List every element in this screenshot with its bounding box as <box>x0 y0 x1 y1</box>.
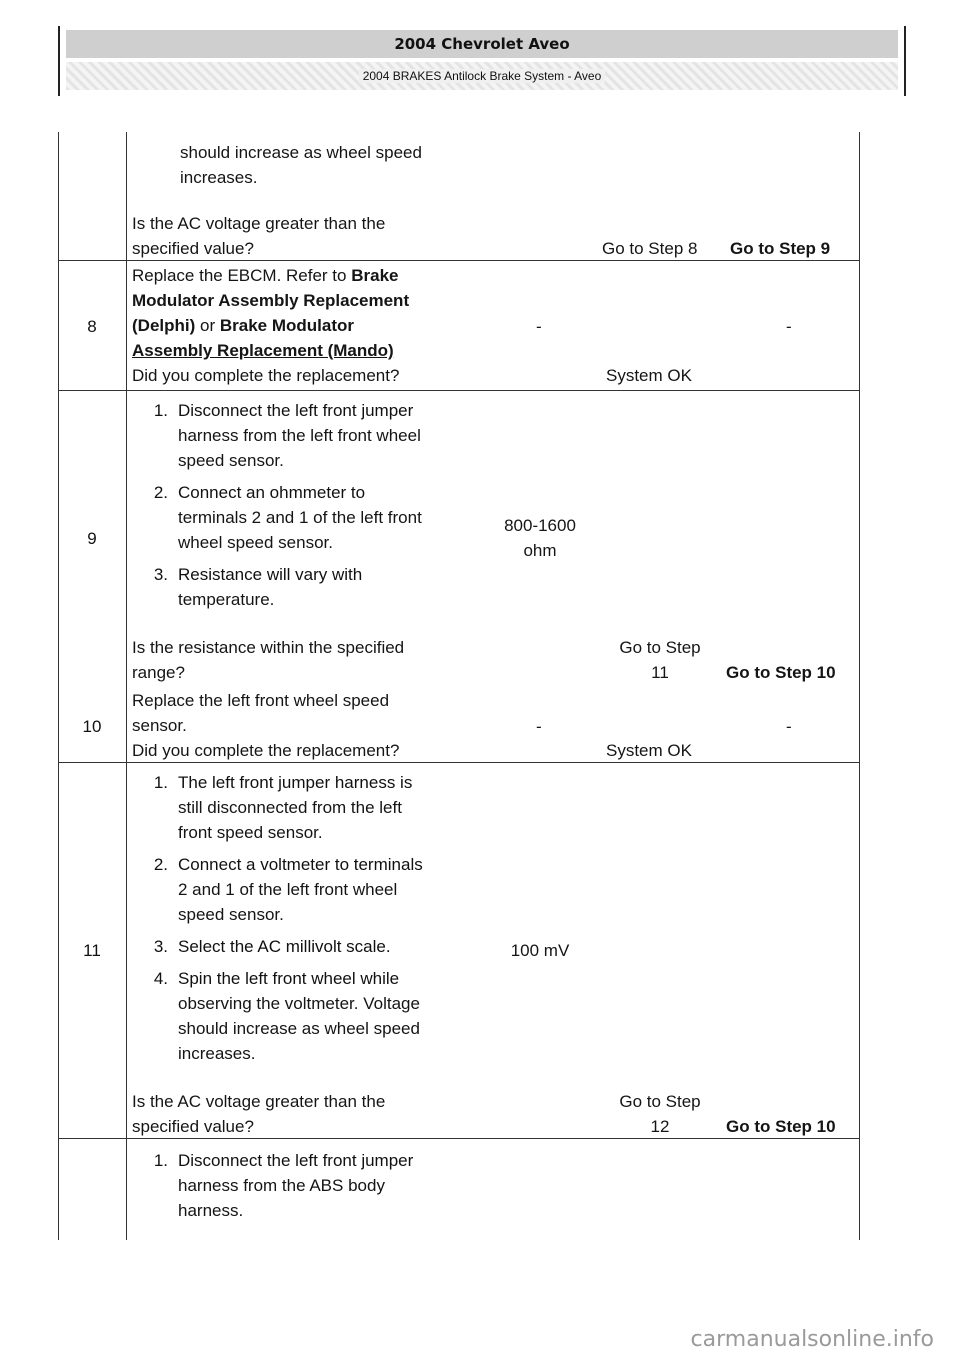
page-header <box>58 26 906 96</box>
list-item-text: increases. <box>180 168 258 187</box>
list-item-text: Disconnect the left front jumper <box>178 401 414 420</box>
document-title: 2004 Chevrolet Aveo <box>66 30 898 58</box>
step-question: Is the AC voltage greater than the <box>132 214 386 233</box>
no-action-link[interactable]: Go to Step 10 <box>726 663 836 682</box>
list-item-number: 2. <box>153 483 168 502</box>
list-item-text: temperature. <box>178 590 275 609</box>
step-question: Is the AC voltage greater than the <box>132 1092 386 1111</box>
yes-action: 11 <box>651 663 669 682</box>
step-action: sensor. <box>132 716 187 735</box>
list-item-number: 2. <box>153 855 168 874</box>
or-text: or <box>200 316 216 335</box>
specified-value: - <box>536 317 542 336</box>
list-item-text: front speed sensor. <box>178 823 323 842</box>
brake-modulator-mando-link[interactable]: Brake Modulator <box>219 316 355 335</box>
step-question: specified value? <box>132 1117 254 1136</box>
list-item-text: 2 and 1 of the left front wheel <box>178 880 398 899</box>
list-item-text: Connect a voltmeter to terminals <box>178 855 423 874</box>
yes-action: Go to Step <box>619 1092 701 1111</box>
list-item-number: 1. <box>153 1151 168 1170</box>
site-watermark: carmanualsonline.info <box>690 1327 934 1352</box>
yes-action: Go to Step 8 <box>602 239 698 258</box>
brake-modulator-mando-link[interactable]: Assembly Replacement (Mando) <box>132 341 394 360</box>
step-action-text: Replace the EBCM. Refer to <box>132 266 347 285</box>
list-item-text: terminals 2 and 1 of the left front <box>178 508 422 527</box>
list-item-text: Disconnect the left front jumper <box>178 1151 414 1170</box>
list-item-text: harness from the left front wheel <box>178 426 421 445</box>
table-right-border <box>859 132 860 1240</box>
list-item-text: increases. <box>178 1044 256 1063</box>
no-action: - <box>786 717 792 736</box>
step-number: 9 <box>87 529 97 548</box>
yes-action: Go to Step <box>619 638 701 657</box>
specified-value: 800-1600 <box>504 516 576 535</box>
diagnostic-table <box>58 132 860 1240</box>
no-action-link[interactable]: Go to Step 10 <box>726 1117 836 1136</box>
step-number: 11 <box>83 941 101 960</box>
list-item-text: harness. <box>178 1201 244 1220</box>
list-item-text: wheel speed sensor. <box>178 533 333 552</box>
step-number: 10 <box>82 717 102 736</box>
step-number: 8 <box>87 317 97 336</box>
step-question: Is the resistance within the specified <box>132 638 405 657</box>
list-item-text: Connect an ohmmeter to <box>178 483 366 502</box>
specified-value: ohm <box>523 541 557 560</box>
list-item-text: should increase as wheel speed <box>180 143 422 162</box>
step-question: specified value? <box>132 239 254 258</box>
step-question: range? <box>132 663 185 682</box>
yes-action: System OK <box>606 741 692 760</box>
specified-value: 100 mV <box>510 941 570 960</box>
no-action: - <box>786 317 792 336</box>
brake-modulator-link[interactable]: Brake <box>351 266 399 285</box>
list-item-number: 4. <box>153 969 168 988</box>
step-question: Did you complete the replacement? <box>132 366 400 385</box>
list-item-number: 1. <box>153 401 168 420</box>
document-subtitle <box>66 62 898 90</box>
list-item-text: Select the AC millivolt scale. <box>178 937 391 956</box>
list-item-text: The left front jumper harness is <box>178 773 413 792</box>
list-item-text: still disconnected from the left <box>178 798 402 817</box>
step-action <box>132 313 354 338</box>
table-left-border <box>58 132 59 1240</box>
yes-action: System OK <box>606 366 692 385</box>
list-item-text: Spin the left front wheel while <box>178 969 400 988</box>
step-question: Did you complete the replacement? <box>132 741 400 760</box>
list-item-text: speed sensor. <box>178 451 284 470</box>
specified-value: - <box>536 717 542 736</box>
step-column-divider <box>126 132 127 1240</box>
delphi-link[interactable]: (Delphi) <box>132 316 196 335</box>
document-subtitle-text: 2004 BRAKES Antilock Brake System - Aveo <box>359 69 606 83</box>
list-item-number: 3. <box>153 937 168 956</box>
list-item-text: should increase as wheel speed <box>178 1019 420 1038</box>
brake-modulator-link[interactable]: Modulator Assembly Replacement <box>132 291 410 310</box>
list-item-number: 1. <box>153 773 168 792</box>
list-item-text: Resistance will vary with <box>178 565 363 584</box>
yes-action: 12 <box>650 1117 670 1136</box>
no-action-link[interactable]: Go to Step 9 <box>730 239 831 258</box>
step-action: Replace the left front wheel speed <box>132 691 390 710</box>
row-divider <box>58 390 860 391</box>
list-item-text: harness from the ABS body <box>178 1176 385 1195</box>
list-item-text: speed sensor. <box>178 905 284 924</box>
step-action <box>132 263 398 288</box>
list-item-text: observing the voltmeter. Voltage <box>178 994 420 1013</box>
list-item-number: 3. <box>153 565 168 584</box>
